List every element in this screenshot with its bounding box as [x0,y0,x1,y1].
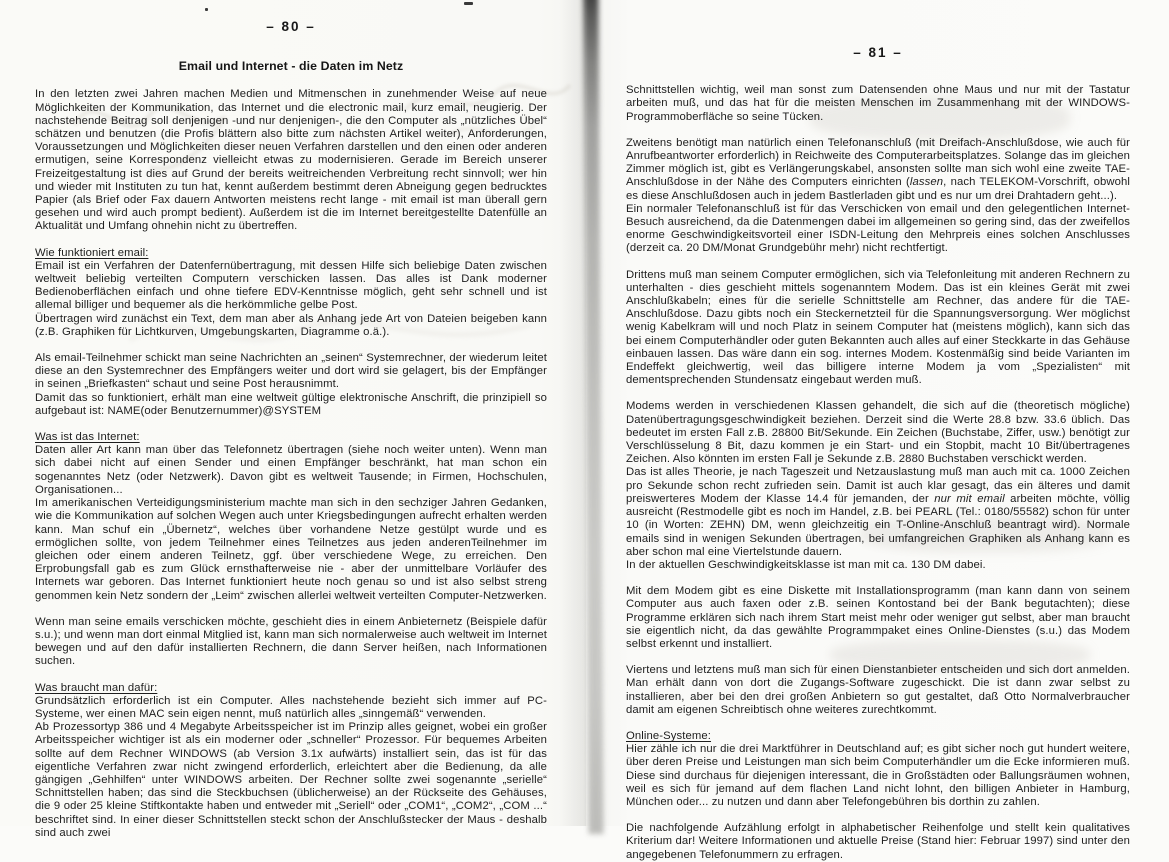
paragraph: In der aktuellen Geschwindigkeitsklasse ist man mit ca. 130 DM dabei. [626,558,986,571]
paragraph [626,466,1130,558]
paragraph: Daten aller Art kann man über das Telefonnetz übertragen (siehe noch weiter unten). Wenn man sich dabei nicht auf einen Sender und einen Empfänger beschränkt, hat man schon ein sogenanntes Netz (oder Netzwerk). Davon gibt es weltweit Tausende; in Firmen, Hochschulen, Organisationen... [35,444,547,496]
heading-text: Was ist das Internet: [35,431,140,444]
scan-speck [464,2,473,5]
paragraph-segment: Zweitens benötigt man natürlich einen Telefonanschluß (mit Dreifach-Anschlußdose, wie auch für Anrufbeantworter erforderlich) in Reichweite des Computerarbeitsplatzes. Solange das im gleichen Zimmer möglich ist, gibt es Verlängerungskabel, ansonsten sollte man sich wohl eine zweite TAE-Anschlußdose in der Nähe des Computers einrichten ( [626,136,1130,189]
page-gutter-shadow [583,0,603,834]
italic-segment: lassen [909,176,944,189]
paragraph: Mit dem Modem gibt es eine Diskette mit Installationsprogramm (man kann dann von seinem Computer aus auch faxen oder z.B. seinen Kontostand bei der Bank begutachten); diese Programme erklären sich nach ihrem Start meist mehr oder weniger gut selbst, aber man braucht sie eigentlich nicht, da das gewählte Programmpaket eines Online-Dienstes (s.u.) das Modem selbst erkennt und installiert. [626,585,1130,650]
paragraph-segment: arbeiten möchte, völlig ausreicht (Restmodelle gibt es noch im Handel, z.B. bei PEARL (Tel.: 0180/55582) schon für unter 10 (in Worten: ZEHN) DM, wenn gleichzeitig ein T-Online-Anschluß beantragt wird). Normale emails sind in wenigen Sekunden übertragen, bei umfangreichen Graphiken als Anhang kann es aber schon mal eine Viertelstunde dauern. [626,492,1130,558]
paragraph: Grundsätzlich erforderlich ist ein Computer. Alles nachstehende bezieht sich immer auf PC-Systeme, wer einen MAC sein eigen nennt, muß natürlich alles „sinngemäß“ verwenden. [35,694,547,720]
page-number: – 80 – [266,19,316,34]
page-80 [35,20,547,840]
heading-text: Online-Systeme: [626,729,712,742]
section-heading-wie-funktioniert-email [35,247,547,260]
paragraph: Email ist ein Verfahren der Datenfernübertragung, mit dessen Hilfe sich beliebige Daten zwischen weltweit beliebig verteilten Computern verschicken lassen. Das alles ist Dank moderner Bedienoberflächen einfach und ohne tiefere EDV-Kenntnisse möglich, geht sehr schnell und ist allemal billiger und bequemer als die herkömmliche gelbe Post. [35,259,547,312]
paragraph: Die nachfolgende Aufzählung erfolgt in alphabetischer Reihenfolge und stellt kein qualitatives Kriterium dar! Weitere Informationen und aktuelle Preise (Stand hier: Februar 1997) sind unter den angegebenen Telefonummern zu erfragen. [626,822,1130,861]
paragraph [626,137,1130,203]
article-title: Email und Internet - die Daten im Netz [178,59,404,74]
paragraph-segment: Das ist alles Theorie, je nach Tageszeit und Netzauslastung muß man auch mit ca. 1000 Zeichen pro Sekunde schon recht zufrieden sein. Damit ist auch klar gesagt, das ein älteres und damit preiswerteres Modem der Klasse 14.4 für jemanden, der [626,466,1130,505]
gutter-soft-shadow [560,0,586,826]
paragraph: Übertragen wird zunächst ein Text, dem man aber als Anhang jede Art von Dateien beigeben kann (z.B. Graphiken für Lichtkurven, Umgebungskarten, Diagramme o.ä.). [35,312,547,338]
section-heading-online-systeme [626,730,1130,743]
paragraph: Wenn man seine emails verschicken möchte, geschieht dies in einem Anbieternetz (Beispiele dafür s.u.); und wenn man dort einmal Mitglied ist, kann man sich normalerweise auch weltweit im Internet bewegen und auf den dafür installierten Rechnern, die dann Server heißen, nach Informationen suchen. [35,615,547,668]
heading-text: Was braucht man dafür: [35,681,158,694]
section-heading-was-ist-das-internet [35,431,547,444]
italic-segment: nur mit email [934,492,1005,505]
paragraph: Als email-Teilnehmer schickt man seine Nachrichten an „seinen“ Systemrechner, der wiederum leitet diese an den Systemrechner des Empfängers weiter und dort wird sie gelagert, bis der Empfänger in seinen „Briefkasten“ schaut und seine Post herausnimmt. [35,352,547,391]
paragraph: Ein normaler Telefonanschluß ist für das Verschicken von email und den gelegentlichen Internet-Besuch ausreichend, da die Datenmengen dabei im allgemeinen so gering sind, das der zweifellos enorme Geschwindigkeitsvorteil einer ISDN-Leitung den Mehrpreis eines solchen Anschlusses (derzeit ca. 20 DM/Monat Grundgebühr mehr) nicht rechtfertigt. [626,202,1130,255]
paragraph: Modems werden in verschiedenen Klassen gehandelt, die sich auf die (theoretisch mögliche) Datenübertragungsgeschwindigkeit beziehen. Derzeit sind die Werte 28.8 bzw. 33.6 üblich. Das bedeutet im ersten Fall z.B. 28800 Bit/Sekunde. Ein Zeichen (Buchstabe, Ziffer, usw.) benötigt zur Verschlüsselung 8 Bit, dazu kommen je ein Start- und ein Stopbit, macht 10 Bit/übertragenes Zeichen. Also könnten im ersten Fall je Sekunde z.B. 2880 Buchstaben verschickt werden. [626,400,1130,466]
page-number: – 81 – [853,45,903,60]
page-81 [626,46,1130,862]
paragraph: Im amerikanischen Verteidigungsministerium machte man sich in den sechziger Jahren Gedanken, wie die Kommunikation auf solchen Wegen auch unter Kriegsbedingungen aufrecht erhalten werden kann. Man schuf ein „Übernetz“, welches über vorhandene Netze gestülpt wurde und es ermöglichen sollte, von jedem Teilnehmer eines Teilnetzes aus jeden anderenTeilnehmer im gleichen oder einem anderen Teilnetz, ggf. über verschiedene Wege, zu erreichen. Den Erprobungsfall gab es zum Glück ernsthafterweise nie - aber der unmittelbare Vorläufer des Internets war geboren. Das Internet funktioniert heute noch genau so und ist also selbst streng genommen kein Netz sondern der „Leim“ zwischen allerlei weltweit verteilten Computer-Netzwerken. [35,497,547,602]
intro-paragraph: In den letzten zwei Jahren machen Medien und Mitmenschen in zunehmender Weise auf neue Möglichkeiten der Kommunikation, das Internet und die electronic mail, kurz email, neugierig. Der nachstehende Beitrag soll denjenigen -und nur denjenigen-, die den Computer als „nützliches Übel“ schätzen und benutzen (die Profis blättern also bitte zum nächsten Artikel weiter), Anforderungen, Voraussetzungen und Möglichkeiten dieser neuen Verfahren darstellen und den einen oder anderen ermutigen, seine Korrespondenz vielleicht etwas zu modernisieren. Gerade im Bereich unserer Freizeitgestaltung ist dies auf Grund der bereits weitreichenden Verbreitung recht sinnvoll; wer hin und wieder mit Instituten zu tun hat, kennt außerdem bestimmt deren Abneigung gegen bedrucktes Papier (als Brief oder Fax dauern Antworten meistens recht lange - mit email ist man überall gern gesehen und wird auch prompt bedient). Außerdem ist die im Internet bereitgestellte Datenfülle an Aktualität und Umfang ohnehin nicht zu übertreffen. [35,88,547,233]
paragraph: Viertens und letztens muß man sich für einen Dienstanbieter entscheiden und sich dort anmelden. Man erhält dann von dort die Zugangs-Software zugeschickt. Die ist dann zwar selbst zu installieren, aber bei den drei großen Anbietern so gut gestaltet, daß Otto Normalverbraucher damit am eigenen Schreibtisch ohne weiteres zurechtkommt. [626,664,1130,716]
paragraph-segment: , nach TELEKOM-Vorschrift, obwohl es diese Anschlußdosen auch in jedem Bastlerladen gibt und es nur um drei Drahtadern geht...). [626,176,1131,202]
scan-speck [205,8,208,11]
paragraph: Ab Prozessortyp 386 und 4 Megabyte Arbeitsspeicher ist im Prinzip alles geignet, wobei ein großer Arbeitsspeicher wichtiger ist als ein moderner oder „schneller“ Prozessor. Für bequemes Arbeiten sollte auf dem Rechner WINDOWS (ab Version 3.1x aufwärts) installiert sein, das ist für das eigentliche Verfahren zwar nicht zwingend erforderlich, erleichtert aber die Bedienung, da alle gängigen „Gehhilfen“ unter WINDOWS arbeiten. Der Rechner sollte zwei sogenannte „serielle“ Schnittstellen haben; das sind die Steckbuchsen (üblicherweise) an der Rückseite des Gehäuses, die 9 oder 25 kleine Stiftkontakte haben und entweder mit „Seriell“ oder „COM1“, „COM2“, „COM ...“ beschriftet sind. In einer dieser Schnittstellen steckt schon der Anschlußstecker der Maus - deshalb sind auch zwei [35,721,547,839]
paragraph: Drittens muß man seinem Computer ermöglichen, sich via Telefonleitung mit anderen Rechnern zu unterhalten - dies geschieht mittels sogenanntem Modem. Das ist ein kleines Gerät mit zwei Anschlußkabeln; eines für die serielle Schnittstelle am Rechner, das andere für die TAE-Anschlußdose. Dazu gibts noch ein Steckernetzteil für die Spannungsversorgung. Wer möglichst wenig Kabelkram will und noch Platz in seinem Computer hat (meistens möglich), kann sich das bei einem Computerhändler oder guten Bekannten auch alles auf einer Steckkarte in das Gehäuse einbauen lassen. Das wäre dann ein sog. internes Modem. Kostenmäßig sind beide Varianten im Endeffekt gleichwertig, weil das billigere interne Modem ja vom „Spezialisten“ mit dementsprechenden Stundensatz eingebaut werden muß. [626,268,1130,387]
paragraph: Schnittstellen wichtig, weil man sonst zum Datensenden ohne Maus und nur mit der Tastatur arbeiten muß, und das hat für die meisten Menschen im Zusammenhang mit der WINDOWS-Programmoberfläche so seine Tücken. [626,84,1130,123]
heading-text: Wie funktioniert email: [35,246,149,259]
paragraph: Damit das so funktioniert, erhält man eine weltweit gültige elektronische Anschrift, die prinzipiell so aufgebaut ist: NAME(oder Benutzernummer)@SYSTEM [35,391,547,417]
section-heading-was-braucht-man-dafuer [35,682,547,695]
paragraph: Hier zähle ich nur die drei Marktführer in Deutschland auf; es gibt sicher noch gut hundert weitere, über deren Preise und Leistungen man sich beim Computerhändler um die Ecke informieren muß. Diese sind durchaus für diejenigen interessant, die in Großstädten oder Ballungsräumen wohnen, weil es sich für jemand auf dem flachen Land nicht lohnt, den billigen Anbieter in Hamburg, München oder... zu nutzen und dann aber Telefongebühren bis dorthin zu zahlen. [626,743,1130,808]
